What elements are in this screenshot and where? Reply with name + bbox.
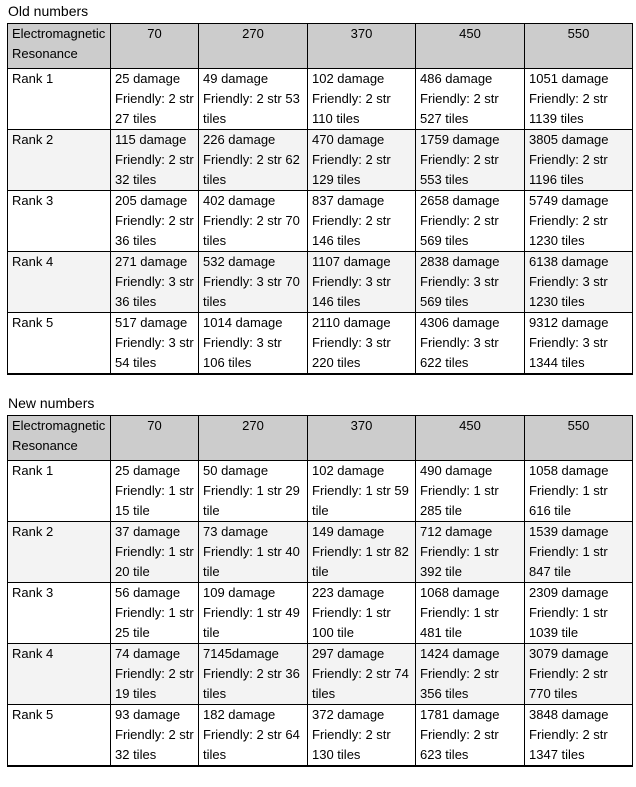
column-header: 450 (416, 24, 525, 69)
data-cell: 1759 damage Friendly: 2 str 553 tiles (416, 130, 525, 191)
data-cell: 1051 damage Friendly: 2 str 1139 tiles (525, 69, 633, 130)
column-header: 550 (525, 416, 633, 461)
data-cell: 7145damage Friendly: 2 str 36 tiles (199, 644, 308, 705)
data-cell: 1058 damage Friendly: 1 str 616 tile (525, 461, 633, 522)
table-title-new: New numbers (8, 395, 95, 411)
data-cell: 102 damage Friendly: 2 str 110 tiles (308, 69, 416, 130)
data-cell: 37 damage Friendly: 1 str 20 tile (111, 522, 199, 583)
data-cell: 712 damage Friendly: 1 str 392 tile (416, 522, 525, 583)
data-cell: 517 damage Friendly: 3 str 54 tiles (111, 313, 199, 375)
column-header: 550 (525, 24, 633, 69)
row-label: Rank 4 (8, 252, 111, 313)
new-numbers-section (7, 395, 636, 767)
table-title-old: Old numbers (8, 3, 89, 19)
data-cell: 182 damage Friendly: 2 str 64 tiles (199, 705, 308, 767)
data-cell: 223 damage Friendly: 1 str 100 tile (308, 583, 416, 644)
data-cell: 226 damage Friendly: 2 str 62 tiles (199, 130, 308, 191)
resonance-table-old (7, 23, 633, 375)
table-header-row (8, 24, 633, 69)
table-row (8, 644, 633, 705)
column-header: 370 (308, 24, 416, 69)
old-numbers-section (7, 3, 636, 375)
table-row (8, 522, 633, 583)
data-cell: 532 damage Friendly: 3 str 70 tiles (199, 252, 308, 313)
data-cell: 56 damage Friendly: 1 str 25 tile (111, 583, 199, 644)
corner-header-cell: Electromagnetic Resonance (8, 416, 111, 461)
data-cell: 4306 damage Friendly: 3 str 622 tiles (416, 313, 525, 375)
column-header: 70 (111, 24, 199, 69)
data-cell: 1068 damage Friendly: 1 str 481 tile (416, 583, 525, 644)
data-cell: 271 damage Friendly: 3 str 36 tiles (111, 252, 199, 313)
table-row (8, 461, 633, 522)
data-cell: 3079 damage Friendly: 2 str 770 tiles (525, 644, 633, 705)
data-cell: 372 damage Friendly: 2 str 130 tiles (308, 705, 416, 767)
column-header: 270 (199, 416, 308, 461)
data-cell: 6138 damage Friendly: 3 str 1230 tiles (525, 252, 633, 313)
table-row (8, 130, 633, 191)
row-label: Rank 2 (8, 130, 111, 191)
column-header: 370 (308, 416, 416, 461)
data-cell: 205 damage Friendly: 2 str 36 tiles (111, 191, 199, 252)
data-cell: 25 damage Friendly: 1 str 15 tile (111, 461, 199, 522)
data-cell: 2110 damage Friendly: 3 str 220 tiles (308, 313, 416, 375)
resonance-table-new (7, 415, 633, 767)
data-cell: 50 damage Friendly: 1 str 29 tile (199, 461, 308, 522)
data-cell: 2838 damage Friendly: 3 str 569 tiles (416, 252, 525, 313)
data-cell: 109 damage Friendly: 1 str 49 tile (199, 583, 308, 644)
row-label: Rank 2 (8, 522, 111, 583)
data-cell: 115 damage Friendly: 2 str 32 tiles (111, 130, 199, 191)
data-cell: 9312 damage Friendly: 3 str 1344 tiles (525, 313, 633, 375)
row-label: Rank 1 (8, 461, 111, 522)
data-cell: 93 damage Friendly: 2 str 32 tiles (111, 705, 199, 767)
data-cell: 1107 damage Friendly: 3 str 146 tiles (308, 252, 416, 313)
data-cell: 102 damage Friendly: 1 str 59 tile (308, 461, 416, 522)
data-cell: 297 damage Friendly: 2 str 74 tiles (308, 644, 416, 705)
row-label: Rank 5 (8, 313, 111, 375)
row-label: Rank 3 (8, 583, 111, 644)
table-row (8, 313, 633, 375)
column-header: 450 (416, 416, 525, 461)
row-label: Rank 5 (8, 705, 111, 767)
data-cell: 837 damage Friendly: 2 str 146 tiles (308, 191, 416, 252)
row-label: Rank 1 (8, 69, 111, 130)
row-label: Rank 3 (8, 191, 111, 252)
data-cell: 49 damage Friendly: 2 str 53 tiles (199, 69, 308, 130)
data-cell: 1424 damage Friendly: 2 str 356 tiles (416, 644, 525, 705)
data-cell: 5749 damage Friendly: 2 str 1230 tiles (525, 191, 633, 252)
data-cell: 3805 damage Friendly: 2 str 1196 tiles (525, 130, 633, 191)
data-cell: 2309 damage Friendly: 1 str 1039 tile (525, 583, 633, 644)
data-cell: 25 damage Friendly: 2 str 27 tiles (111, 69, 199, 130)
data-cell: 402 damage Friendly: 2 str 70 tiles (199, 191, 308, 252)
table-row (8, 705, 633, 767)
column-header: 270 (199, 24, 308, 69)
data-cell: 73 damage Friendly: 1 str 40 tile (199, 522, 308, 583)
data-cell: 490 damage Friendly: 1 str 285 tile (416, 461, 525, 522)
data-cell: 486 damage Friendly: 2 str 527 tiles (416, 69, 525, 130)
data-cell: 470 damage Friendly: 2 str 129 tiles (308, 130, 416, 191)
table-row (8, 583, 633, 644)
table-row (8, 191, 633, 252)
corner-header-cell: Electromagnetic Resonance (8, 24, 111, 69)
table-header-row (8, 416, 633, 461)
column-header: 70 (111, 416, 199, 461)
table-row (8, 69, 633, 130)
data-cell: 149 damage Friendly: 1 str 82 tile (308, 522, 416, 583)
table-row (8, 252, 633, 313)
data-cell: 1781 damage Friendly: 2 str 623 tiles (416, 705, 525, 767)
data-cell: 1539 damage Friendly: 1 str 847 tile (525, 522, 633, 583)
data-cell: 74 damage Friendly: 2 str 19 tiles (111, 644, 199, 705)
data-cell: 1014 damage Friendly: 3 str 106 tiles (199, 313, 308, 375)
data-cell: 2658 damage Friendly: 2 str 569 tiles (416, 191, 525, 252)
data-cell: 3848 damage Friendly: 2 str 1347 tiles (525, 705, 633, 767)
row-label: Rank 4 (8, 644, 111, 705)
